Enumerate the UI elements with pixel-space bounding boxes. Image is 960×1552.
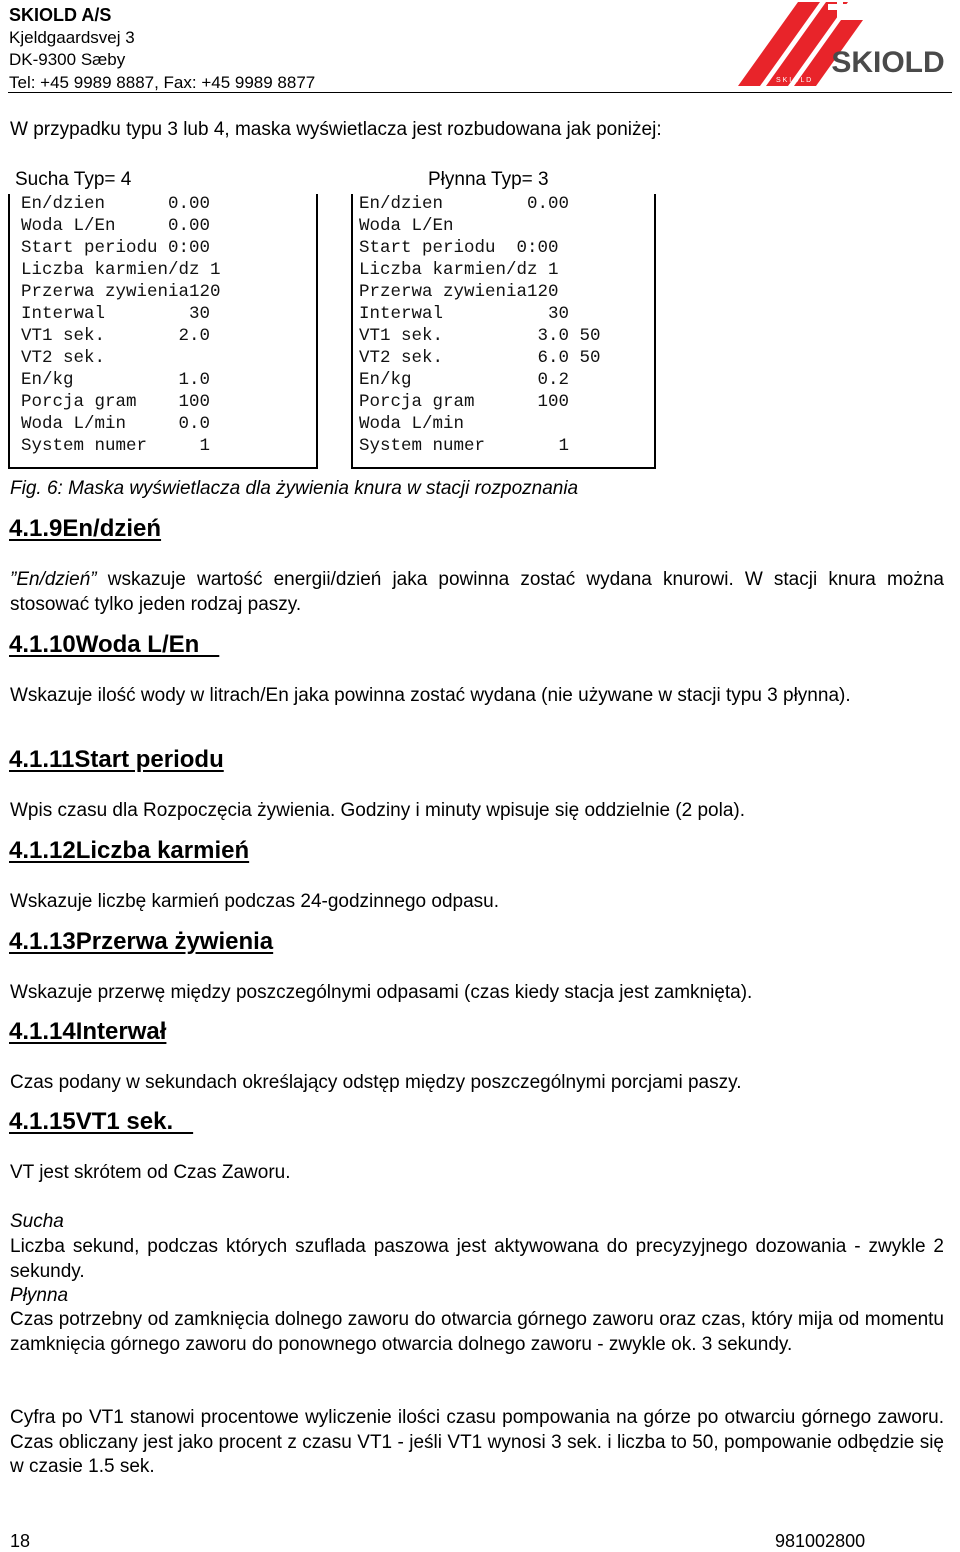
paragraph-interwal: Czas podany w sekundach określający odstęp między poszczególnymi porcjami paszy. xyxy=(10,1072,742,1093)
logo-wordmark: SKIOLD xyxy=(831,46,945,79)
liquid-mask-lines: En/dzien 0.00 Woda L/En Start periodu 0:00 Liczba karmien/dz 1 Przerwa zywienia120 Interwal 30 VT1 sek. 3.0 50 VT2 sek. 6.0 50 En/kg 0.2 Porcja gram 100 Woda L/min System numer 1 xyxy=(359,194,601,456)
paragraph-woda: Wskazuje ilość wody w litrach/En jaka powinna zostać wydana (nie używane w stacji typu 3 płynna). xyxy=(10,685,851,706)
heading-4-1-13: 4.1.13Przerwa żywienia xyxy=(9,928,274,955)
label-sucha: Sucha xyxy=(10,1211,64,1232)
paragraph-start-periodu: Wpis czasu dla Rozpoczęcia żywienia. Godziny i minuty wpisuje się oddzielnie (2 pola). xyxy=(10,800,745,821)
liquid-display-mask xyxy=(351,194,656,469)
heading-4-1-12: 4.1.12Liczba karmień xyxy=(9,837,250,864)
logo-small-text: S K I O L D xyxy=(776,77,812,84)
heading-4-1-15: 4.1.15VT1 sek. xyxy=(9,1108,194,1135)
company-street: Kjeldgaardsvej 3 xyxy=(9,27,135,47)
liquid-mask-title: Płynna Typ= 3 xyxy=(428,169,549,190)
paragraph-liczba-karmien: Wskazuje liczbę karmień podczas 24-godzinnego odpasu. xyxy=(10,891,499,912)
heading-4-1-10: 4.1.10Woda L/En xyxy=(9,631,220,658)
document-number: 981002800 xyxy=(775,1531,866,1551)
paragraph-plynna: Czas potrzebny od zamknięcia dolnego zaworu do otwarcia górnego zaworu oraz czas, który mija od momentu zamknięcia górnego zaworu do ponownego otwarcia dolnego zaworu - zwykle ok. 3 sekundy. xyxy=(10,1309,944,1355)
paragraph-przerwa: Wskazuje przerwę między poszczególnymi odpasami (czas kiedy stacja jest zamknięta). xyxy=(10,982,753,1003)
en-dzien-term: ”En/dzień” xyxy=(10,569,97,590)
company-city: DK-9300 Sæby xyxy=(9,50,126,69)
heading-4-1-14: 4.1.14Interwał xyxy=(9,1018,167,1045)
logo-cross-v xyxy=(837,2,843,18)
paragraph-en-dzien xyxy=(10,568,944,617)
paragraph-sucha: Liczba sekund, podczas których szuflada paszowa jest aktywowana do precyzyjnego dozowania - zwykle 2 sekundy. xyxy=(10,1236,944,1282)
skiold-logo xyxy=(738,2,952,86)
intro-text: W przypadku typu 3 lub 4, maska wyświetlacza jest rozbudowana jak poniżej: xyxy=(10,119,662,140)
dry-display-mask xyxy=(8,194,318,469)
heading-4-1-11: 4.1.11Start periodu xyxy=(9,746,224,773)
dry-mask-lines: En/dzien 0.00 Woda L/En 0.00 Start periodu 0:00 Liczba karmien/dz 1 Przerwa zywienia120 Interwal 30 VT1 sek. 2.0 VT2 sek. En/kg 1.0 Porcja gram 100 Woda L/min 0.0 System numer 1 xyxy=(21,194,221,456)
company-address-block xyxy=(9,4,315,94)
heading-4-1-9: 4.1.9En/dzień xyxy=(9,515,162,542)
company-name: SKIOLD A/S xyxy=(9,5,112,25)
en-dzien-text: wskazuje wartość energii/dzień jaka powinna zostać wydana knurowi. W stacji knura można stosować tylko jeden rodzaj paszy. xyxy=(10,569,944,615)
label-plynna: Płynna xyxy=(10,1285,69,1306)
paragraph-vt1-percent: Cyfra po VT1 stanowi procentowe wyliczenie ilości czasu pompowania na górze po otwarciu górnego zaworu. Czas obliczany jest jako procent z czasu VT1 - jeśli VT1 wynosi 3 sek. i liczba to 50, pompowanie odbędzie się w czasie 1.5 sek. xyxy=(10,1407,944,1477)
header-divider xyxy=(8,92,952,93)
dry-mask-title: Sucha Typ= 4 xyxy=(15,169,132,190)
company-phone: Tel: +45 9989 8887, Fax: +45 9989 8877 xyxy=(9,72,316,92)
paragraph-vt-definition: VT jest skrótem od Czas Zaworu. xyxy=(10,1162,291,1183)
figure-caption: Fig. 6: Maska wyświetlacza dla żywienia knura w stacji rozpoznania xyxy=(10,478,579,499)
page-number: 18 xyxy=(10,1531,31,1551)
